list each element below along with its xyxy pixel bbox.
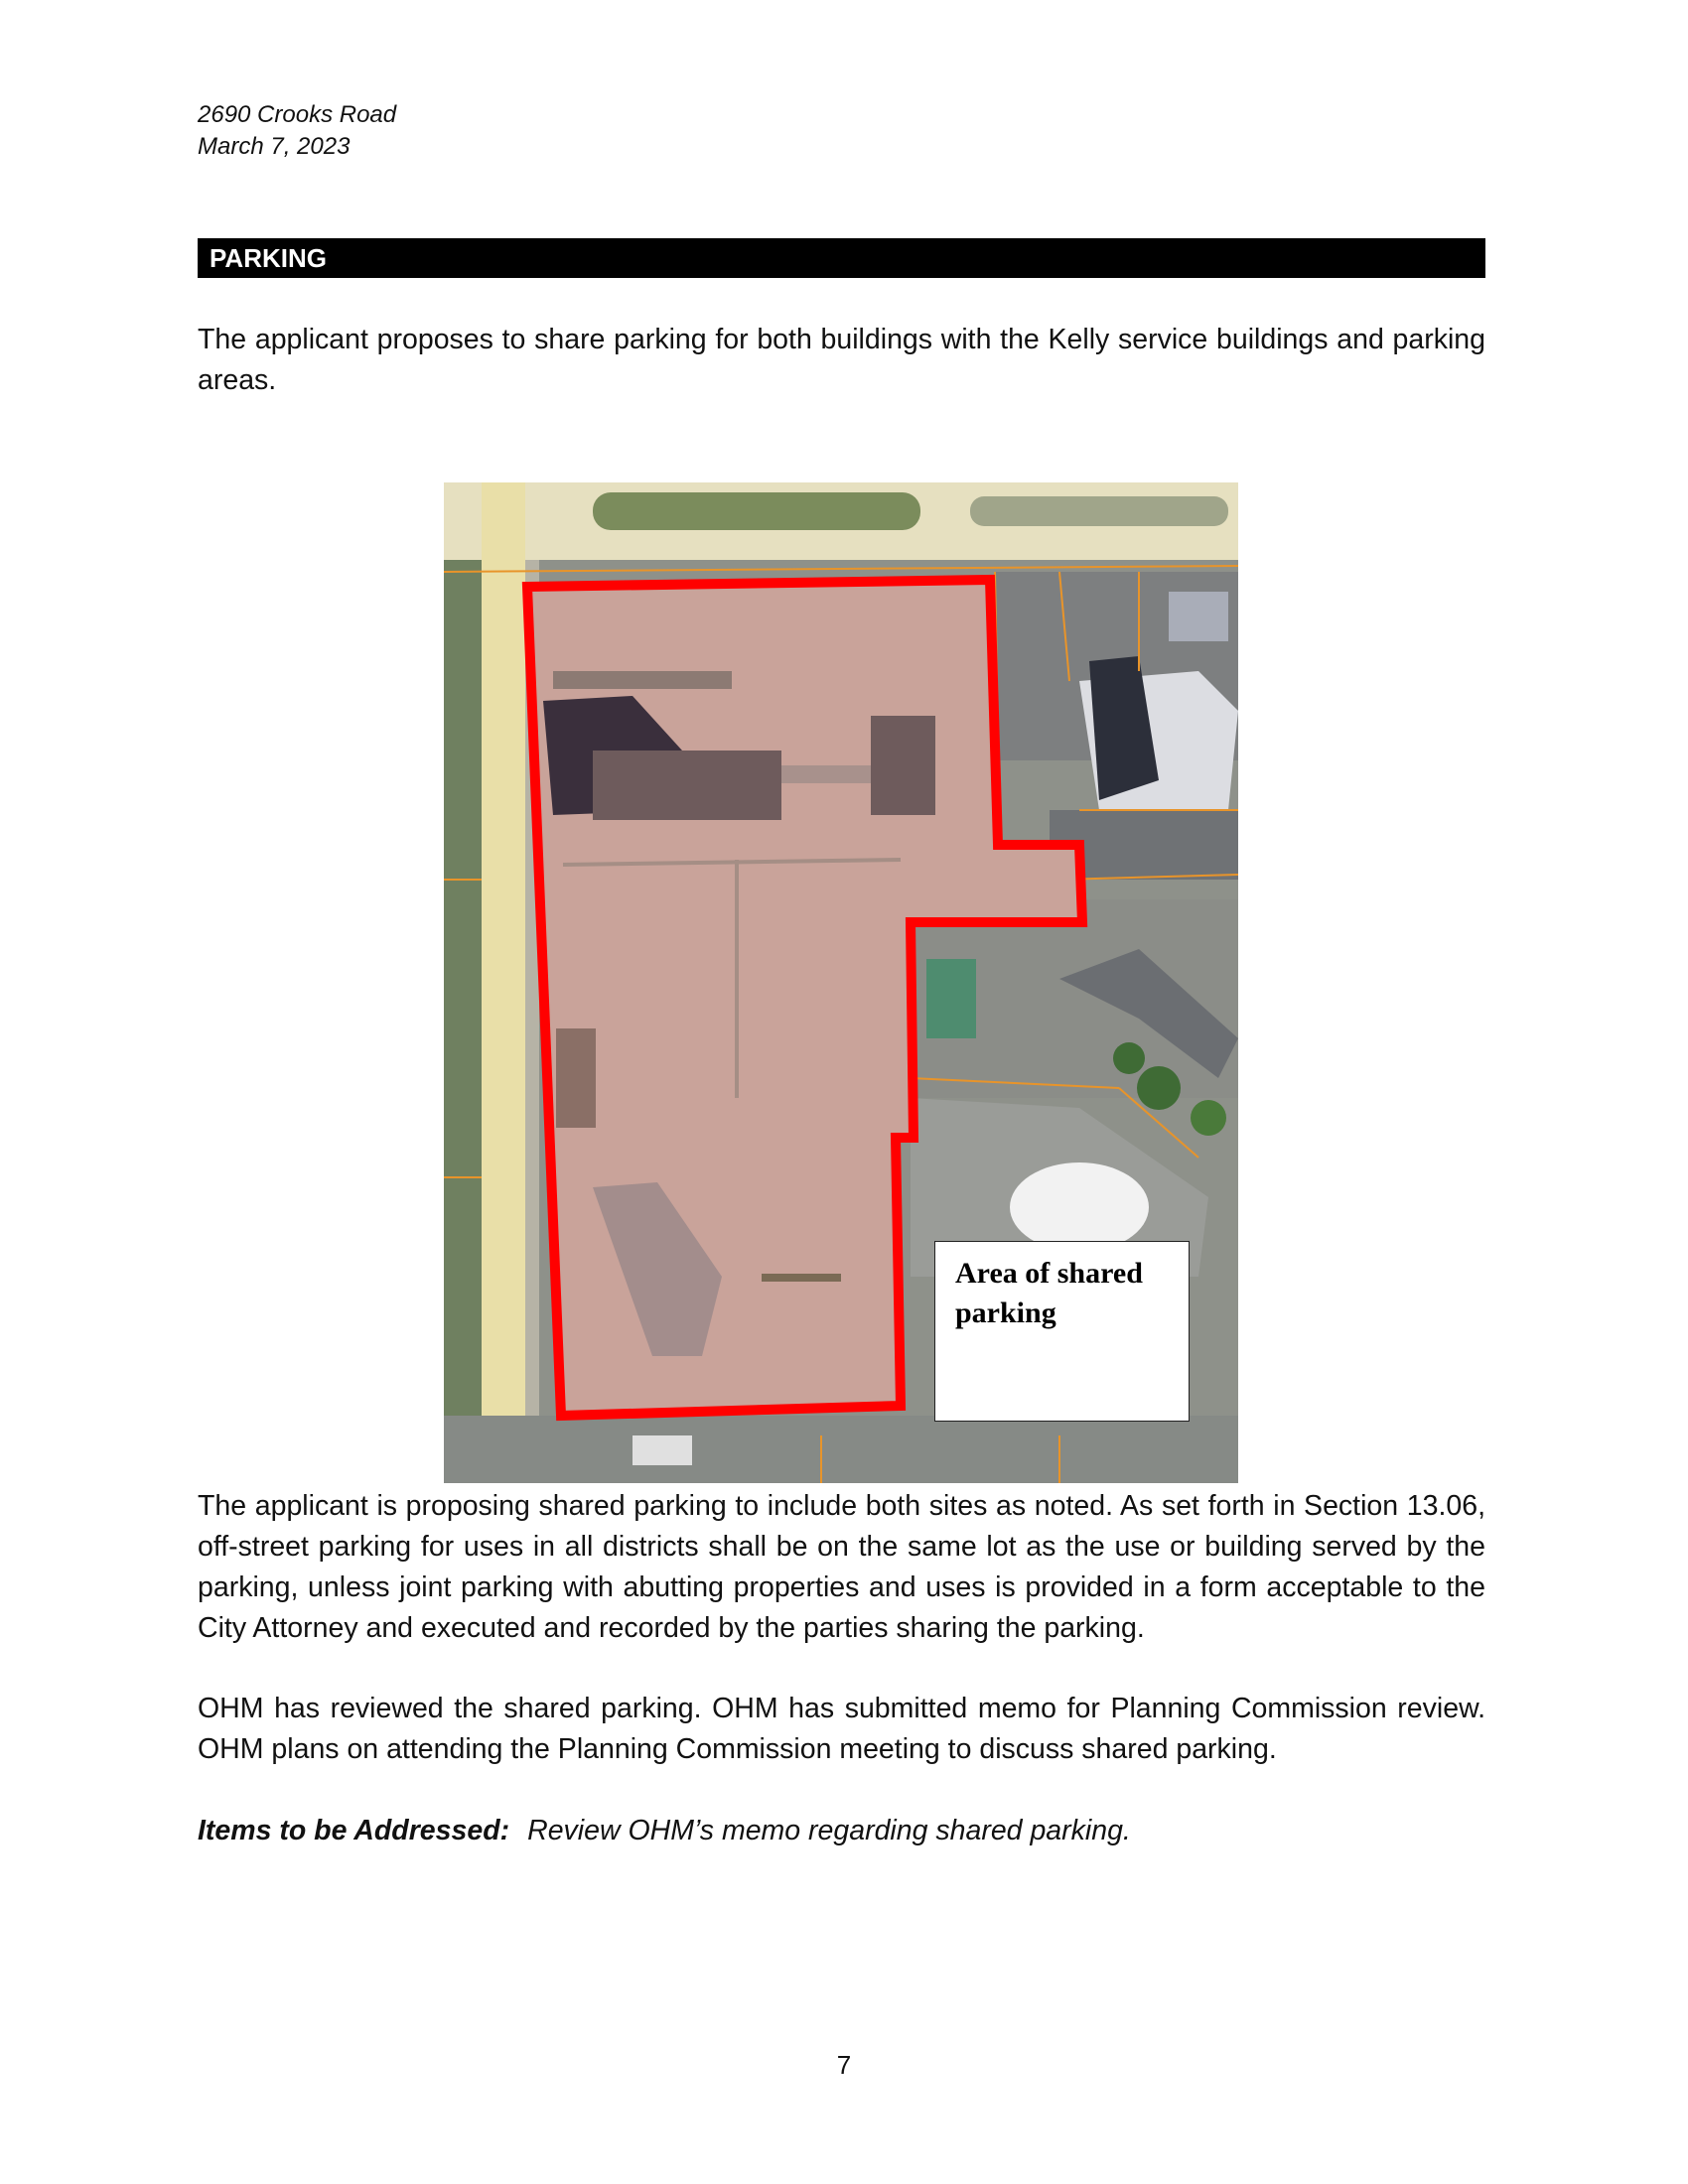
document-date: March 7, 2023	[198, 133, 351, 160]
items-to-address	[198, 1811, 1131, 1850]
parking-markings-south	[762, 1274, 841, 1282]
tree-1	[1137, 1066, 1181, 1110]
northeast-building	[1169, 592, 1228, 641]
subject-building-west	[593, 751, 781, 820]
items-label: Items to be Addressed:	[198, 1815, 510, 1846]
median-strip	[593, 492, 920, 530]
southeast-building	[1010, 1162, 1149, 1252]
section-ref-paragraph: The applicant is proposing shared parking to include both sites as noted. As set forth in Section 13.06, off-street parking for uses in all districts shall be on the same lot as the use or building served by the parking, unless joint parking with abutting properties and uses is provided in a form acceptable to the City Attorney and executed and recorded by the parties sharing the parking.	[198, 1490, 1485, 1644]
document-address: 2690 Crooks Road	[198, 101, 397, 128]
landscape-strip	[553, 671, 732, 689]
west-road	[482, 482, 525, 1483]
map-label: Area of shared parking	[955, 1257, 1143, 1329]
tree-2	[1191, 1100, 1226, 1136]
connector-walkway	[781, 765, 871, 783]
landscape-island	[556, 1028, 596, 1128]
south-building	[633, 1435, 692, 1465]
intro-paragraph: The applicant proposes to share parking for both buildings with the Kelly service buildings and parking areas.	[198, 324, 1485, 396]
ohm-paragraph: OHM has reviewed the shared parking. OHM has submitted memo for Planning Commission review. OHM plans on attending the Planning Commission meeting to discuss shared parking.	[198, 1693, 1485, 1765]
page-number: 7	[836, 2050, 852, 2080]
median-strip-2	[970, 496, 1228, 526]
tennis-court	[926, 959, 976, 1038]
map-label-box	[934, 1241, 1190, 1422]
west-lawns	[444, 560, 482, 1483]
subject-building-east	[871, 716, 935, 815]
items-text: Review OHM’s memo regarding shared parking.	[527, 1815, 1131, 1846]
section-heading-bar	[198, 238, 1485, 278]
section-title: PARKING	[210, 243, 327, 273]
tree-3	[1113, 1042, 1145, 1074]
south-lot	[444, 1416, 1238, 1483]
